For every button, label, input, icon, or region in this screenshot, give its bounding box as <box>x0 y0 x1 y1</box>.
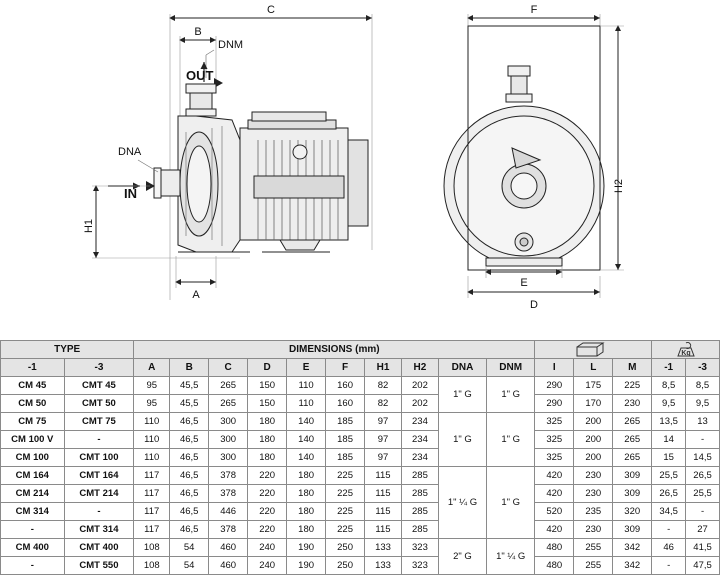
label-a: A <box>192 289 200 301</box>
table-cell-B: 45,5 <box>170 377 209 395</box>
col-head-10: DNA <box>438 359 486 377</box>
table-cell-L: 230 <box>574 467 613 485</box>
table-cell-H1: 133 <box>365 557 402 575</box>
table-cell-F: 160 <box>326 395 365 413</box>
table-cell-A: 117 <box>134 467 170 485</box>
table-cell-I: 290 <box>535 377 574 395</box>
table-cell-D: 180 <box>248 431 287 449</box>
table-cell-L: 255 <box>574 539 613 557</box>
table-cell--3: 25,5 <box>686 485 720 503</box>
table-cell--3: CMT 45 <box>64 377 134 395</box>
table-cell--1: CM 45 <box>1 377 65 395</box>
weight-icon <box>652 341 720 359</box>
label-h2: H2 <box>613 178 625 194</box>
table-cell-C: 265 <box>209 377 248 395</box>
table-cell-H2: 234 <box>401 449 438 467</box>
label-d: D <box>530 299 538 311</box>
table-cell-DNA: 1" G <box>438 377 486 413</box>
label-out: OUT <box>186 68 214 83</box>
table-cell-B: 54 <box>170 557 209 575</box>
table-cell--1: CM 314 <box>1 503 65 521</box>
table-cell-I: 290 <box>535 395 574 413</box>
table-cell--3: CMT 400 <box>64 539 134 557</box>
label-e: E <box>520 277 528 289</box>
table-cell-M: 342 <box>613 557 652 575</box>
col-head-6: E <box>287 359 326 377</box>
col-head-5: D <box>248 359 287 377</box>
table-cell-E: 110 <box>287 377 326 395</box>
table-cell--3: - <box>686 431 720 449</box>
table-cell--3: - <box>64 431 134 449</box>
table-cell--1: CM 164 <box>1 467 65 485</box>
table-cell-M: 309 <box>613 485 652 503</box>
table-header-row-2 <box>1 359 720 377</box>
table-cell-B: 46,5 <box>170 485 209 503</box>
col-head-3: B <box>170 359 209 377</box>
table-row <box>1 431 720 449</box>
table-cell-M: 230 <box>613 395 652 413</box>
table-cell-A: 95 <box>134 377 170 395</box>
table-cell-I: 420 <box>535 521 574 539</box>
table-cell--1: 13,5 <box>652 413 686 431</box>
table-cell-H1: 97 <box>365 413 402 431</box>
table-cell--1: CM 214 <box>1 485 65 503</box>
table-cell--3: 8,5 <box>686 377 720 395</box>
table-cell--3: CMT 314 <box>64 521 134 539</box>
table-cell-H2: 202 <box>401 395 438 413</box>
table-cell-E: 140 <box>287 413 326 431</box>
label-dnm: DNM <box>218 39 244 51</box>
table-cell-H2: 234 <box>401 413 438 431</box>
table-cell-H2: 234 <box>401 431 438 449</box>
table-cell-E: 190 <box>287 539 326 557</box>
table-cell--1: - <box>652 521 686 539</box>
table-cell--3: 14,5 <box>686 449 720 467</box>
table-cell-DNM: 1" G <box>487 467 535 539</box>
box-icon <box>535 341 652 359</box>
table-cell-D: 150 <box>248 377 287 395</box>
col-head-4: C <box>209 359 248 377</box>
table-cell-C: 300 <box>209 413 248 431</box>
table-cell--1: 25,5 <box>652 467 686 485</box>
table-cell-DNA: 2" G <box>438 539 486 575</box>
table-cell-A: 110 <box>134 431 170 449</box>
table-cell-DNA: 1" ¼ G <box>438 467 486 539</box>
table-cell-C: 300 <box>209 449 248 467</box>
col-head-2: A <box>134 359 170 377</box>
table-cell-L: 200 <box>574 431 613 449</box>
table-cell-L: 200 <box>574 449 613 467</box>
table-cell--3: CMT 214 <box>64 485 134 503</box>
table-cell-C: 265 <box>209 395 248 413</box>
table-cell--3: 26,5 <box>686 467 720 485</box>
label-b: B <box>194 26 202 38</box>
table-cell-F: 185 <box>326 449 365 467</box>
table-cell-H1: 133 <box>365 539 402 557</box>
table-cell-A: 95 <box>134 395 170 413</box>
table-cell--1: 26,5 <box>652 485 686 503</box>
table-row <box>1 413 720 431</box>
col-head-13: L <box>574 359 613 377</box>
table-row <box>1 557 720 575</box>
label-f: F <box>530 4 538 16</box>
table-cell-I: 480 <box>535 539 574 557</box>
table-cell-L: 255 <box>574 557 613 575</box>
table-cell-H2: 323 <box>401 539 438 557</box>
table-cell-C: 378 <box>209 467 248 485</box>
table-cell-F: 250 <box>326 539 365 557</box>
col-head-16: -3 <box>686 359 720 377</box>
table-cell-H1: 115 <box>365 521 402 539</box>
table-cell-B: 46,5 <box>170 503 209 521</box>
table-cell-DNM: 1" ¼ G <box>487 539 535 575</box>
table-cell--3: CMT 75 <box>64 413 134 431</box>
table-cell-C: 300 <box>209 431 248 449</box>
col-head-12: I <box>535 359 574 377</box>
table-cell-D: 220 <box>248 521 287 539</box>
table-cell-F: 185 <box>326 431 365 449</box>
table-row <box>1 449 720 467</box>
table-cell-D: 180 <box>248 449 287 467</box>
table-cell-D: 150 <box>248 395 287 413</box>
label-in: IN <box>124 186 137 201</box>
table-cell-I: 325 <box>535 449 574 467</box>
table-cell-B: 46,5 <box>170 413 209 431</box>
col-head-8: H1 <box>365 359 402 377</box>
table-cell--1: 9,5 <box>652 395 686 413</box>
table-cell-B: 46,5 <box>170 431 209 449</box>
table-cell-B: 46,5 <box>170 467 209 485</box>
table-cell-C: 378 <box>209 521 248 539</box>
col-head-11: DNM <box>487 359 535 377</box>
col-head-15: -1 <box>652 359 686 377</box>
table-cell-H2: 323 <box>401 557 438 575</box>
table-cell--3: CMT 550 <box>64 557 134 575</box>
table-cell-H2: 285 <box>401 521 438 539</box>
table-cell-I: 480 <box>535 557 574 575</box>
table-cell--3: 27 <box>686 521 720 539</box>
table-cell-F: 225 <box>326 503 365 521</box>
table-cell-H1: 82 <box>365 395 402 413</box>
table-cell-B: 45,5 <box>170 395 209 413</box>
table-cell--3: 9,5 <box>686 395 720 413</box>
table-cell-F: 250 <box>326 557 365 575</box>
table-cell--1: - <box>1 557 65 575</box>
table-cell-L: 235 <box>574 503 613 521</box>
table-cell-E: 190 <box>287 557 326 575</box>
table-cell--1: 8,5 <box>652 377 686 395</box>
table-cell-E: 140 <box>287 431 326 449</box>
table-header-row-1 <box>1 341 720 359</box>
table-cell-H2: 202 <box>401 377 438 395</box>
table-cell-I: 420 <box>535 467 574 485</box>
col-head-9: H2 <box>401 359 438 377</box>
table-cell-E: 180 <box>287 485 326 503</box>
table-cell--1: 46 <box>652 539 686 557</box>
table-cell-A: 117 <box>134 485 170 503</box>
table-cell-E: 180 <box>287 467 326 485</box>
col-head-0: -1 <box>1 359 65 377</box>
table-cell--3: 41,5 <box>686 539 720 557</box>
label-dna: DNA <box>118 146 142 158</box>
table-cell--3: CMT 50 <box>64 395 134 413</box>
table-cell-H1: 97 <box>365 449 402 467</box>
table-cell-M: 265 <box>613 431 652 449</box>
table-cell-C: 378 <box>209 485 248 503</box>
table-cell-A: 110 <box>134 449 170 467</box>
table-row <box>1 395 720 413</box>
table-cell-DNM: 1" G <box>487 377 535 413</box>
table-cell-A: 108 <box>134 539 170 557</box>
table-cell-D: 220 <box>248 503 287 521</box>
table-row <box>1 485 720 503</box>
table-cell--1: 14 <box>652 431 686 449</box>
table-cell-A: 117 <box>134 521 170 539</box>
table-cell-A: 108 <box>134 557 170 575</box>
table-cell-A: 110 <box>134 413 170 431</box>
table-cell-I: 325 <box>535 431 574 449</box>
table-cell-H1: 115 <box>365 467 402 485</box>
table-row <box>1 377 720 395</box>
table-cell--1: 34,5 <box>652 503 686 521</box>
table-cell-C: 460 <box>209 539 248 557</box>
col-head-14: M <box>613 359 652 377</box>
table-cell-E: 140 <box>287 449 326 467</box>
table-cell-M: 320 <box>613 503 652 521</box>
table-row <box>1 503 720 521</box>
table-cell-I: 520 <box>535 503 574 521</box>
table-cell-C: 460 <box>209 557 248 575</box>
dimensions-table-wrap <box>0 340 720 575</box>
dimensions-table-body <box>1 377 720 575</box>
table-cell--1: CM 75 <box>1 413 65 431</box>
col-head-1: -3 <box>64 359 134 377</box>
table-cell-F: 160 <box>326 377 365 395</box>
table-cell-H2: 285 <box>401 467 438 485</box>
table-cell--1: - <box>1 521 65 539</box>
table-row <box>1 467 720 485</box>
table-cell--1: CM 50 <box>1 395 65 413</box>
table-cell-F: 225 <box>326 467 365 485</box>
table-cell--1: 15 <box>652 449 686 467</box>
header-dimensions: DIMENSIONS (mm) <box>134 341 535 359</box>
table-cell-H1: 115 <box>365 485 402 503</box>
table-cell--1: - <box>652 557 686 575</box>
table-cell-H1: 82 <box>365 377 402 395</box>
table-cell-H2: 285 <box>401 503 438 521</box>
table-cell-M: 225 <box>613 377 652 395</box>
table-cell-L: 170 <box>574 395 613 413</box>
table-cell-DNM: 1" G <box>487 413 535 467</box>
table-cell-E: 110 <box>287 395 326 413</box>
table-cell-E: 180 <box>287 503 326 521</box>
col-head-7: F <box>326 359 365 377</box>
table-cell-M: 309 <box>613 521 652 539</box>
table-cell-I: 325 <box>535 413 574 431</box>
table-cell-B: 46,5 <box>170 449 209 467</box>
table-cell--1: CM 100 V <box>1 431 65 449</box>
table-cell--3: 13 <box>686 413 720 431</box>
dimensions-table <box>0 340 720 575</box>
table-cell--3: CMT 164 <box>64 467 134 485</box>
table-cell-L: 230 <box>574 521 613 539</box>
table-cell-D: 240 <box>248 539 287 557</box>
table-cell--1: CM 100 <box>1 449 65 467</box>
label-h1: H1 <box>83 218 95 234</box>
table-cell--3: 47,5 <box>686 557 720 575</box>
table-cell-M: 309 <box>613 467 652 485</box>
table-cell-B: 54 <box>170 539 209 557</box>
table-cell--3: - <box>64 503 134 521</box>
table-cell-H1: 97 <box>365 431 402 449</box>
table-cell-L: 230 <box>574 485 613 503</box>
table-cell-F: 225 <box>326 485 365 503</box>
table-cell-D: 220 <box>248 485 287 503</box>
table-cell-L: 200 <box>574 413 613 431</box>
table-cell-F: 185 <box>326 413 365 431</box>
table-row <box>1 539 720 557</box>
label-c: C <box>267 4 275 16</box>
table-cell-H2: 285 <box>401 485 438 503</box>
table-cell-DNA: 1" G <box>438 413 486 467</box>
table-cell-I: 420 <box>535 485 574 503</box>
table-cell-M: 265 <box>613 413 652 431</box>
table-cell--1: CM 400 <box>1 539 65 557</box>
table-cell-C: 446 <box>209 503 248 521</box>
table-cell-H1: 115 <box>365 503 402 521</box>
table-cell-M: 265 <box>613 449 652 467</box>
table-cell-E: 180 <box>287 521 326 539</box>
table-cell-B: 46,5 <box>170 521 209 539</box>
table-cell-A: 117 <box>134 503 170 521</box>
table-cell--3: CMT 100 <box>64 449 134 467</box>
table-cell-D: 180 <box>248 413 287 431</box>
table-row <box>1 521 720 539</box>
table-cell-D: 220 <box>248 467 287 485</box>
header-type: TYPE <box>1 341 134 359</box>
table-cell-D: 240 <box>248 557 287 575</box>
table-cell-F: 225 <box>326 521 365 539</box>
table-cell-L: 175 <box>574 377 613 395</box>
table-cell-M: 342 <box>613 539 652 557</box>
table-cell--3: - <box>686 503 720 521</box>
svg-text:Kg: Kg <box>680 349 691 357</box>
